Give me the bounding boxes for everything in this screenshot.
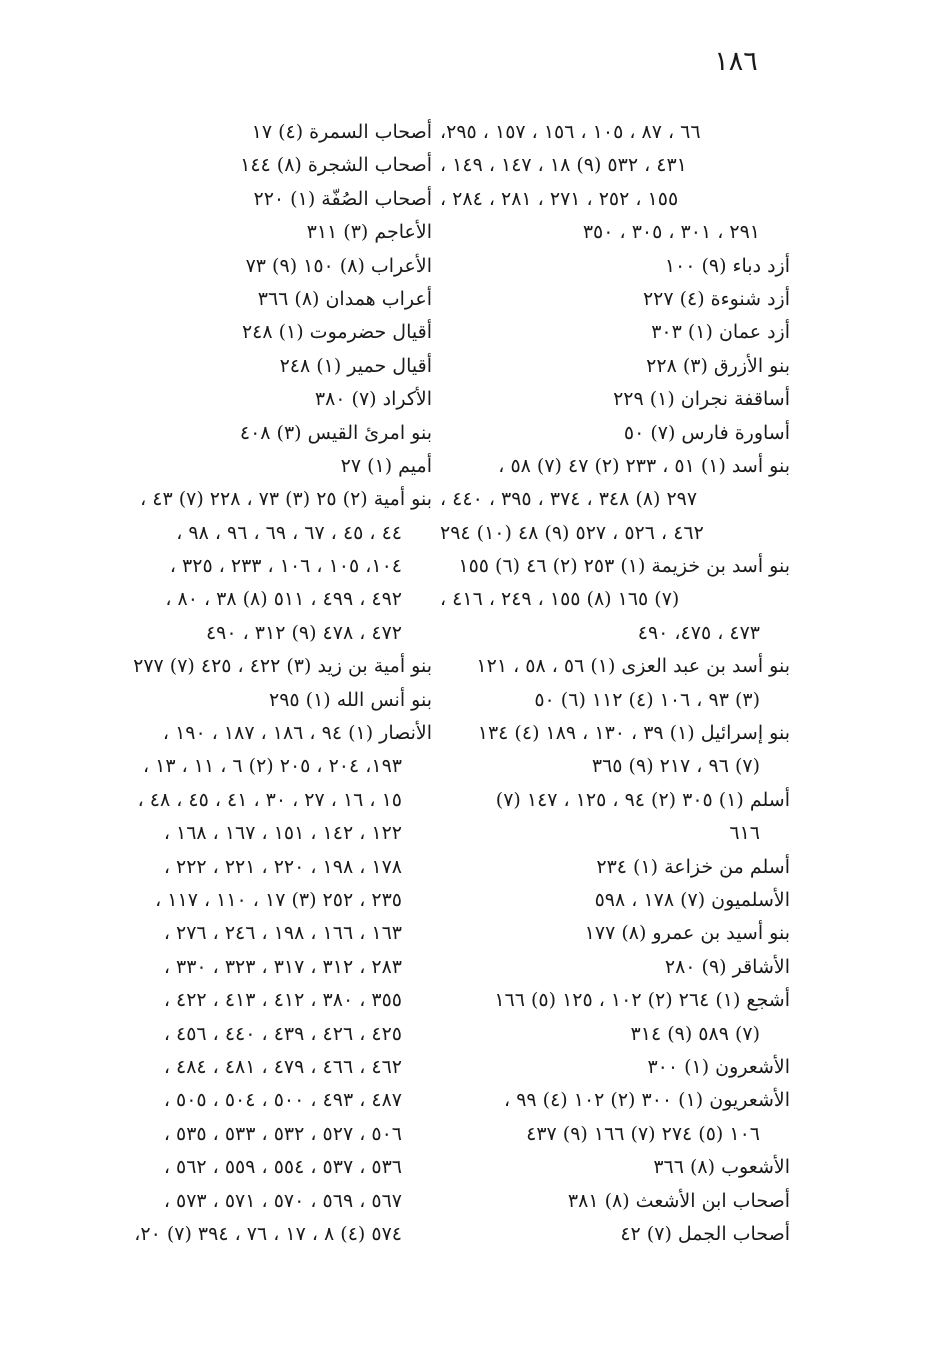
index-entry: الأشعرون (١) ٣٠٠ bbox=[647, 1055, 790, 1078]
index-entry-continuation: ١٦٣ ، ١٦٦ ، ١٩٨ ، ٢٤٦ ، ٢٧٦ ، bbox=[163, 922, 402, 945]
index-entry-continuation: ٢٨٣ ، ٣١٢ ، ٣١٧ ، ٣٢٣ ، ٣٣٠ ، bbox=[163, 955, 402, 978]
index-entry: أساقفة نجران (١) ٢٢٩ bbox=[613, 388, 790, 411]
index-entry-continuation: ٤٧٣ ، ٤٧٥، ٤٩٠ bbox=[637, 621, 760, 644]
index-entry: الأعراب (٨) ١٥٠ (٩) ٧٣ bbox=[245, 254, 432, 277]
index-entry: بنو أسيد بن عمرو (٨) ١٧٧ bbox=[584, 922, 790, 945]
index-entry-continuation: ٤٦٢ ، ٤٦٦ ، ٤٧٩ ، ٤٨١ ، ٤٨٤ ، bbox=[163, 1055, 402, 1078]
index-entry-continuation: (٣) ٩٣ ، ١٠٦ (٤) ١١٢ (٦) ٥٠ bbox=[534, 688, 760, 711]
index-entry-continuation: ٣٥٥ ، ٣٨٠ ، ٤١٢ ، ٤١٣ ، ٤٢٢ ، bbox=[163, 989, 402, 1012]
index-entry-continuation: ١٩٣، ٢٠٤ ، ٢٠٥ (٢) ٦ ، ١١ ، ١٣ ، bbox=[142, 755, 402, 778]
index-entry-continuation: ١٢٢ ، ١٤٢ ، ١٥١ ، ١٦٧ ، ١٦٨ ، bbox=[163, 822, 402, 845]
index-entry: أصحاب الصُفّة (١) ٢٢٠ bbox=[253, 187, 432, 210]
index-entry: أعراب همدان (٨) ٣٦٦ bbox=[257, 287, 432, 310]
index-entry-continuation: (٧) ٥٨٩ (٩) ٣١٤ bbox=[630, 1022, 760, 1045]
index-entry: أسلم (١) ٣٠٥ (٢) ٩٤ ، ١٢٥ ، ١٤٧ (٧) bbox=[495, 788, 790, 811]
index-entry: أصحاب السمرة (٤) ١٧ bbox=[251, 121, 432, 143]
index-column-left bbox=[82, 116, 432, 1251]
index-entry-continuation: ١٠٦ (٥) ٢٧٤ (٧) ١٦٦ (٩) ٤٣٧ bbox=[526, 1122, 760, 1145]
index-entry: بنو أمية (٢) ٢٥ (٣) ٧٣ ، ٢٢٨ (٧) ٤٣ ، bbox=[140, 488, 432, 511]
index-entry: أساورة فارس (٧) ٥٠ bbox=[623, 421, 790, 444]
index-entry: الأكراد (٧) ٣٨٠ bbox=[314, 388, 432, 411]
index-entry: بنو إسرائيل (١) ٣٩ ، ١٣٠ ، ١٨٩ (٤) ١٣٤ bbox=[477, 722, 790, 745]
index-entry: أزد عمان (١) ٣٠٣ bbox=[651, 321, 790, 344]
index-entry-continuation: ٤٢٥ ، ٤٢٦ ، ٤٣٩ ، ٤٤٠ ، ٤٥٦ ، bbox=[163, 1022, 402, 1045]
index-entry: بنو الأزرق (٣) ٢٢٨ bbox=[646, 354, 790, 377]
index-entry-continuation: (٧) ٩٦ ، ٢١٧ (٩) ٣٦٥ bbox=[591, 755, 760, 778]
index-entry-continuation: ٤٧٢ ، ٤٧٨ (٩) ٣١٢ ، ٤٩٠ bbox=[205, 621, 402, 644]
index-entry-continuation: ١٥ ، ١٦ ، ٢٧ ، ٣٠ ، ٤١ ، ٤٥ ، ٤٨ ، bbox=[137, 788, 402, 811]
index-entry: أصحاب الجمل (٧) ٤٢ bbox=[620, 1222, 790, 1245]
index-entry-continuation: ٦٦ ، ٨٧ ، ١٠٥ ، ١٥٦ ، ١٥٧ ، ٢٩٥، bbox=[440, 121, 701, 143]
index-entry-continuation: ١٧٨ ، ١٩٨ ، ٢٢٠ ، ٢٢١ ، ٢٢٢ ، bbox=[163, 855, 402, 878]
index-entry: بنو أسد بن خزيمة (١) ٢٥٣ (٢) ٤٦ (٦) ١٥٥ bbox=[458, 555, 790, 578]
index-entry-continuation: ٥٣٦ ، ٥٣٧ ، ٥٥٤ ، ٥٥٩ ، ٥٦٢ ، bbox=[163, 1156, 402, 1179]
index-entry-continuation: ٥٦٧ ، ٥٦٩ ، ٥٧٠ ، ٥٧١ ، ٥٧٣ ، bbox=[163, 1189, 402, 1212]
index-entry: الأنصار (١) ٩٤ ، ١٨٦ ، ١٨٧ ، ١٩٠ ، bbox=[162, 722, 432, 745]
index-entry-continuation: ٤٩٢ ، ٤٩٩ ، ٥١١ (٨) ٣٨ ، ٨٠ ، bbox=[165, 588, 402, 611]
index-entry-continuation: ١٥٥ ، ٢٥٢ ، ٢٧١ ، ٢٨١ ، ٢٨٤ ، bbox=[440, 187, 679, 210]
index-entry-continuation: ٥٠٦ ، ٥٢٧ ، ٥٣٢ ، ٥٣٣ ، ٥٣٥ ، bbox=[163, 1122, 402, 1145]
index-entry: أسلم من خزاعة (١) ٢٣٤ bbox=[596, 855, 790, 878]
index-entry: أزد شنوءة (٤) ٢٢٧ bbox=[642, 287, 790, 310]
index-entry: بنو أنس الله (١) ٢٩٥ bbox=[269, 688, 432, 711]
page-number: ١٨٦ bbox=[714, 46, 758, 77]
index-entry: الأسلميون (٧) ١٧٨ ، ٥٩٨ bbox=[594, 888, 790, 911]
index-entry-continuation: ٢٩١ ، ٣٠١ ، ٣٠٥ ، ٣٥٠ bbox=[582, 221, 760, 244]
index-column-right bbox=[440, 116, 790, 1251]
index-entry-continuation: ٢٣٥ ، ٢٥٢ (٣) ١٧ ، ١١٠ ، ١١٧ ، bbox=[155, 888, 402, 911]
index-entry: أصحاب الشجرة (٨) ١٤٤ bbox=[240, 154, 432, 177]
index-entry: الأشاقر (٩) ٢٨٠ bbox=[664, 955, 790, 978]
index-entry-continuation: ٦١٦ bbox=[729, 822, 760, 845]
index-entry: بنو أمية بن زيد (٣) ٤٢٢ ، ٤٢٥ (٧) ٢٧٧ bbox=[133, 655, 432, 678]
index-entry-continuation: (٧) ١٦٥ (٨) ١٥٥ ، ٢٤٩ ، ٤١٦ ، bbox=[440, 588, 680, 611]
index-entry: الأشعوب (٨) ٣٦٦ bbox=[653, 1156, 790, 1179]
index-entry-continuation: ٥٧٤ (٤) ٨ ، ١٧ ، ٧٦ ، ٣٩٤ (٧) ٢٠، bbox=[134, 1222, 402, 1245]
index-entry: بنو أسد بن عبد العزى (١) ٥٦ ، ٥٨ ، ١٢١ bbox=[476, 655, 790, 678]
index-entry: بنو أسد (١) ٥١ ، ٢٣٣ (٢) ٤٧ (٧) ٥٨ ، bbox=[498, 454, 790, 477]
index-entry: أقيال حمير (١) ٢٤٨ bbox=[279, 354, 432, 377]
index-entry: الأشعريون (١) ٣٠٠ (٢) ١٠٢ (٤) ٩٩ ، bbox=[504, 1089, 790, 1112]
index-entry: بنو امرئ القيس (٣) ٤٠٨ bbox=[239, 421, 432, 444]
index-entry: أشجع (١) ٢٦٤ (٢) ١٠٢ ، ١٢٥ (٥) ١٦٦ bbox=[494, 989, 790, 1012]
index-entry: أزد دباء (٩) ١٠٠ bbox=[664, 254, 790, 277]
index-entry-continuation: ٢٩٧ (٨) ٣٤٨ ، ٣٧٤ ، ٣٩٥ ، ٤٤٠ ، bbox=[440, 488, 698, 511]
index-entry: أصحاب ابن الأشعث (٨) ٣٨١ bbox=[567, 1189, 790, 1212]
index-entry-continuation: ١٠٤، ١٠٥ ، ١٠٦ ، ٢٣٣ ، ٣٢٥ ، bbox=[169, 555, 402, 578]
index-entry: أميم (١) ٢٧ bbox=[340, 454, 432, 477]
index-entry: أقيال حضرموت (١) ٢٤٨ bbox=[241, 321, 432, 344]
index-entry-continuation: ٤٨٧ ، ٤٩٣ ، ٥٠٠ ، ٥٠٤ ، ٥٠٥ ، bbox=[163, 1089, 402, 1112]
index-entry-continuation: ٤٣١ ، ٥٣٢ (٩) ١٨ ، ١٤٧ ، ١٤٩ ، bbox=[440, 154, 687, 177]
index-entry-continuation: ٤٤ ، ٤٥ ، ٦٧ ، ٦٩ ، ٩٦ ، ٩٨ ، bbox=[176, 521, 402, 544]
index-entry-continuation: ٤٦٢ ، ٥٢٦ ، ٥٢٧ (٩) ٤٨ (١٠) ٢٩٤ bbox=[440, 521, 704, 544]
index-entry: الأعاجم (٣) ٣١١ bbox=[306, 221, 432, 244]
